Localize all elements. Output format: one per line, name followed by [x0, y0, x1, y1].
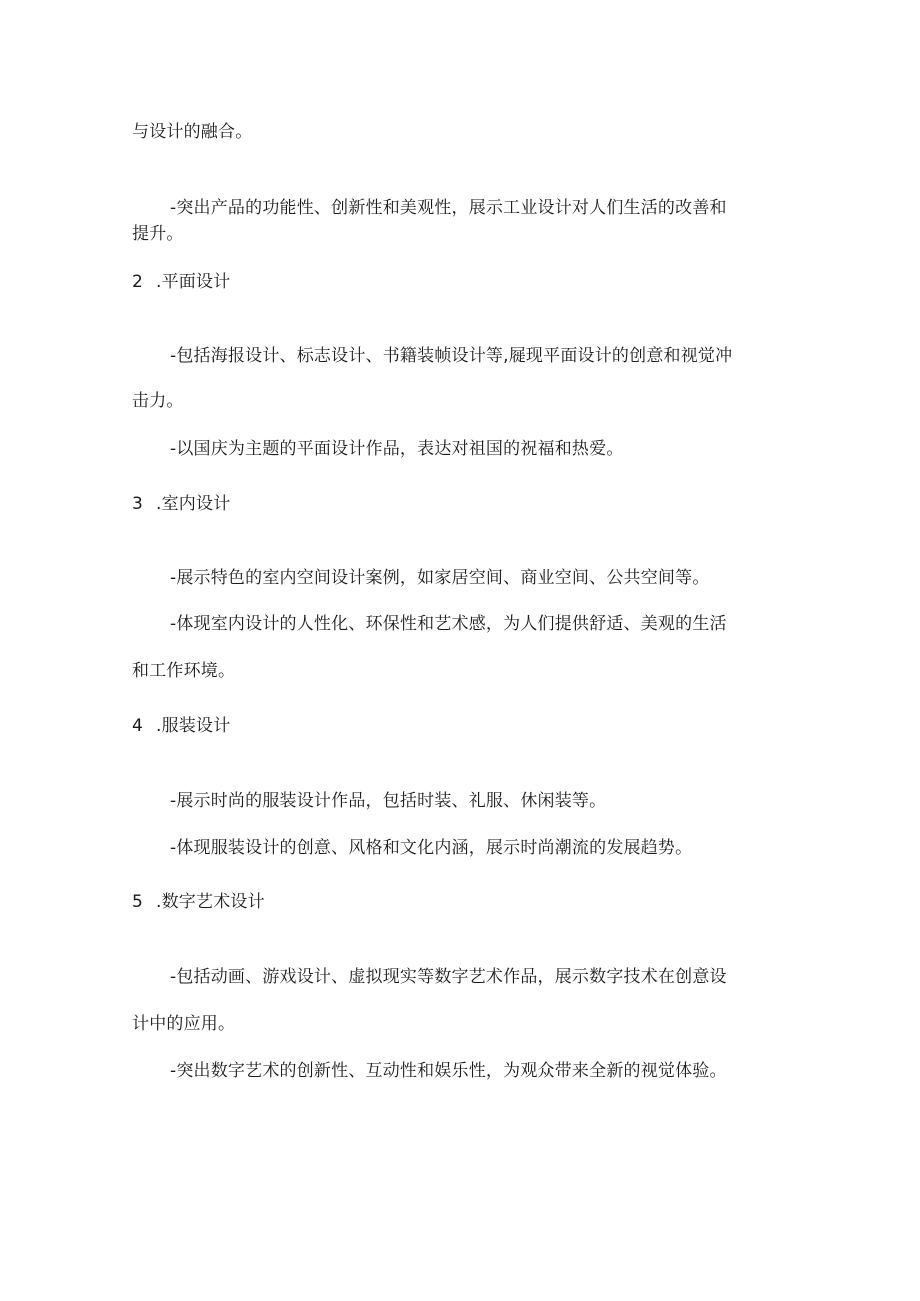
bullet-line-wrap: 和工作环境。: [132, 661, 236, 681]
section-title: .室内设计: [156, 494, 231, 514]
bullet-line: -体现室内设计的人性化、环保性和艺术感，为人们提供舒适、美观的生活: [170, 614, 727, 634]
bullet-line: -包括动画、游戏设计、虚拟现实等数字艺术作品，展示数字技术在创意设: [170, 967, 727, 987]
bullet-line-wrap: 提升。: [132, 224, 184, 244]
section-heading: [132, 492, 230, 516]
section-number: 5: [132, 892, 144, 912]
bullet-line: -展示特色的室内空间设计案例，如家居空间、商业空间、公共空间等。: [170, 568, 710, 588]
paragraph-continuation: 与设计的融合。: [132, 122, 253, 142]
bullet-line: -体现服装设计的创意、风格和文化内涵，展示时尚潮流的发展趋势。: [170, 838, 693, 858]
section-heading: [132, 890, 265, 914]
section-number: 2: [132, 272, 144, 292]
bullet-line: -包括海报设计、标志设计、书籍装帧设计等,屣现平面设计的创意和视觉冲: [170, 346, 733, 366]
bullet-line-wrap: 击力。: [132, 391, 184, 411]
bullet-line: -突出产品的功能性、创新性和美观性，展示工业设计对人们生活的改善和: [170, 198, 727, 218]
section-title: .数字艺术设计: [156, 892, 265, 912]
bullet-line: -展示时尚的服装设计作品，包括时装、礼服、休闲装等。: [170, 791, 607, 811]
section-title: .服装设计: [156, 716, 231, 736]
section-heading: [132, 270, 230, 294]
bullet-line: -以国庆为主题的平面设计作品，表达对祖国的祝福和热爱。: [170, 439, 624, 459]
section-heading: [132, 714, 230, 738]
section-title: .平面设计: [156, 272, 231, 292]
section-number: 4: [132, 716, 144, 736]
section-number: 3: [132, 494, 144, 514]
bullet-line: -突出数字艺术的创新性、互动性和娱乐性，为观众带来全新的视觉体验。: [170, 1061, 727, 1081]
bullet-line-wrap: 计中的应用。: [132, 1014, 236, 1034]
